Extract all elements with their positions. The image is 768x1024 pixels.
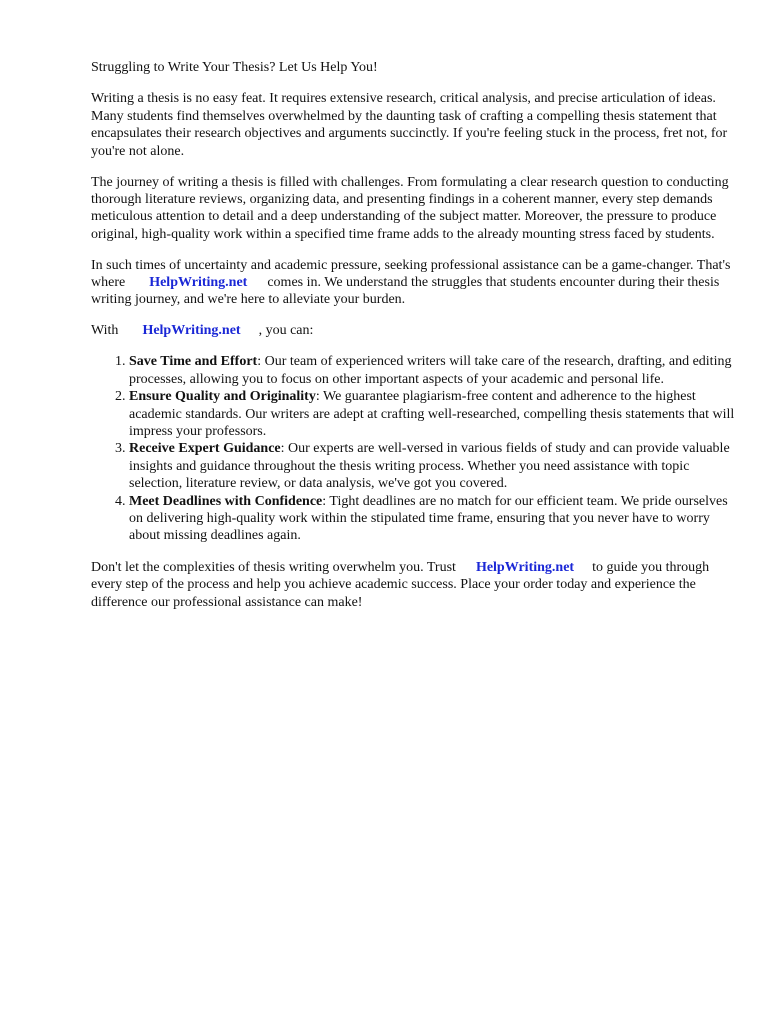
- list-item-title: Meet Deadlines with Confidence: [129, 493, 323, 509]
- paragraph-assistance: [91, 257, 736, 309]
- list-item-title: Save Time and Effort: [129, 354, 258, 370]
- list-item-text: : Our team of experienced writers will take care of the research, drafting, and editing processes, allowing you to focus on other important aspects of your academic and personal life.: [129, 354, 732, 387]
- paragraph-challenges: The journey of writing a thesis is filled with challenges. From formulating a clear research question to conducting thorough literature reviews, organizing data, and presenting findings in a coherent manner, every step demands meticulous attention to detail and a deep understanding of the subject matter. Moreover, the pressure to produce original, high-quality work within a specified time frame adds to the already mounting stress faced by students.: [91, 174, 729, 242]
- list-item-text: : We guarantee plagiarism-free content and adherence to the highest academic standards. Our writers are adept at crafting well-researched, compelling thesis statements that will impress your professors.: [129, 389, 735, 439]
- benefits-list: [91, 353, 736, 544]
- list-item: [129, 388, 736, 440]
- helpwriting-link[interactable]: HelpWriting.net: [149, 275, 248, 291]
- list-item-text: : Tight deadlines are no match for our efficient team. We pride ourselves on delivering high-quality work within the stipulated time frame, ensuring that you never have to worry about missing deadlines again.: [129, 493, 728, 544]
- document-body: [91, 59, 736, 624]
- list-item-title: Ensure Quality and Originality: [129, 389, 316, 405]
- list-item-title: Receive Expert Guidance: [129, 441, 281, 457]
- list-item-text: : Our experts are well-versed in various fields of study and can provide valuable insights and guidance throughout the thesis writing process. Whether you need assistance with topic selection, literature review, or data analysis, we've got you covered.: [129, 441, 730, 492]
- paragraph-assistance-text-before: In such times of uncertainty and academic pressure, seeking professional assistance can be a game-changer. That's where: [91, 257, 731, 291]
- document-title: Struggling to Write Your Thesis? Let Us Help You!: [91, 60, 378, 75]
- helpwriting-link[interactable]: HelpWriting.net: [142, 323, 241, 339]
- paragraph-assistance-text-after: comes in. We understand the struggles that students encounter during their thesis writing journey, and we're here to alleviate your burden.: [91, 275, 720, 308]
- list-item: [129, 440, 736, 492]
- list-item: [129, 493, 736, 545]
- helpwriting-link[interactable]: HelpWriting.net: [475, 559, 575, 575]
- paragraph-closing-text-after: to guide you through every step of the process and help you achieve academic success. Place your order today and experience the difference our professional assistance can make!: [91, 559, 710, 610]
- paragraph-with-text-after: , you can:: [258, 323, 314, 339]
- list-item: [129, 353, 736, 388]
- paragraph-closing: [91, 559, 736, 611]
- paragraph-closing-text-before: Don't let the complexities of thesis writing overwhelm you. Trust: [91, 559, 456, 575]
- paragraph-with: [91, 322, 736, 339]
- paragraph-with-text-before: With: [91, 323, 119, 339]
- paragraph-intro: Writing a thesis is no easy feat. It requires extensive research, critical analysis, and precise articulation of ideas. Many students find themselves overwhelmed by the daunting task of crafting a compelling thesis statement that encapsulates their research objectives and arguments succinctly. If you're feeling stuck in the process, fret not, for you're not alone.: [91, 91, 728, 159]
